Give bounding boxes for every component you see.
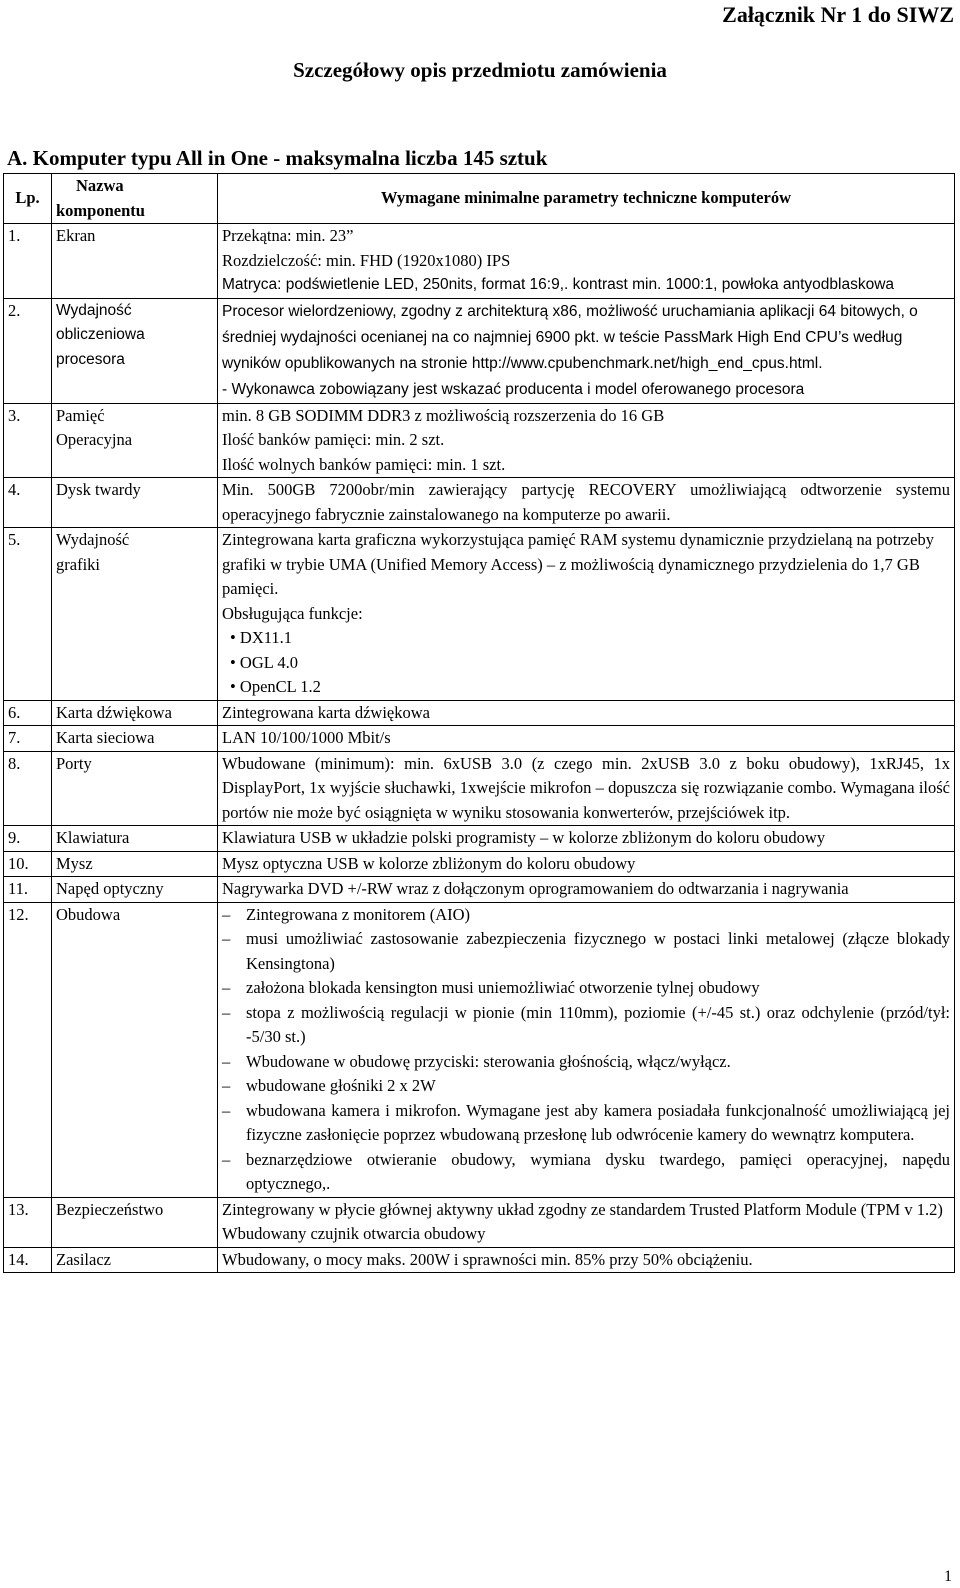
row-component: Mysz (52, 851, 218, 877)
bullet-item: • DX11.1 (230, 628, 293, 647)
row-requirements: Min. 500GB 7200obr/min zawierający partycję RECOVERY umożliwiającą odtworzenie systemu operacyjnego fabrycznie zainstalowanego na komputerze po awarii. (218, 478, 955, 528)
row-component: Porty (52, 751, 218, 826)
dash-item: – założona blokada kensington musi uniemożliwiać otworzenie tylnej obudowy (222, 976, 950, 1001)
header-lp: Lp. (4, 174, 52, 224)
row-requirements: Klawiatura USB w układzie polski programisty – w kolorze zbliżonym do koloru obudowy (218, 826, 955, 852)
row-lp: 3. (4, 403, 52, 478)
row-component: Dysk twardy (52, 478, 218, 528)
row-lp: 5. (4, 528, 52, 701)
row-component: Klawiatura (52, 826, 218, 852)
row-component (52, 528, 218, 701)
row-component: Napęd optyczny (52, 877, 218, 903)
row-lp: 6. (4, 700, 52, 726)
bullet-text: OpenCL 1.2 (239, 677, 321, 696)
table-row (4, 478, 955, 528)
dash-item: – beznarzędziowe otwieranie obudowy, wymiana dysku twardego, pamięci operacyjnej, napędu optycznego,. (222, 1148, 950, 1197)
row-lp: 1. (4, 224, 52, 299)
row-lp: 10. (4, 851, 52, 877)
dash-item: – Zintegrowana z monitorem (AIO) (222, 903, 950, 928)
section-heading: A. Komputer typu All in One - maksymalna liczba 145 sztuk (7, 146, 548, 170)
table-row (4, 751, 955, 826)
req-line: - Wykonawca zobowiązany jest wskazać producenta i model oferowanego procesora (222, 380, 805, 398)
row-component: Karta dźwiękowa (52, 700, 218, 726)
table-row (4, 902, 955, 1197)
component-line: grafiki (56, 554, 100, 574)
row-requirements: Nagrywarka DVD +/-RW wraz z dołączonym oprogramowaniem do odtwarzania i nagrywania (218, 877, 955, 903)
req-line: Zintegrowana karta graficzna wykorzystująca pamięć RAM systemu dynamicznie przydzielaną na potrzeby grafiki w trybie UMA (Unified Memory Access) – z możliwością dynamicznego przydzielenia do 1,7 GB pamięci. (222, 530, 934, 598)
row-requirements (218, 224, 955, 299)
row-lp: 4. (4, 478, 52, 528)
dash-item: – musi umożliwiać zastosowanie zabezpieczenia fizycznego w postaci linki metalowej (złącze blokady Kensingtona) (222, 927, 950, 976)
component-line: Wydajność (56, 301, 132, 319)
req-line: Procesor wielordzeniowy, zgodny z architekturą x86, możliwość uruchamiania aplikacji 64 bitowych, o średniej wydajności ocenianej na co najmniej 6900 pkt. w teście PassMark High End CPU’s według wyników opublikowanych na stronie http://www.cpubenchmark.net/high_end_cpus.html. (222, 302, 918, 372)
table-row (4, 224, 955, 299)
row-component (52, 298, 218, 403)
table-row (4, 877, 955, 903)
bullet-text: DX11.1 (239, 628, 293, 647)
req-line: Obsługująca funkcje: (222, 603, 363, 623)
table-row (4, 726, 955, 752)
page-number: 1 (944, 1568, 952, 1585)
component-line: obliczeniowa (56, 326, 145, 343)
row-component: Bezpieczeństwo (52, 1197, 218, 1247)
component-line: Operacyjna (56, 430, 133, 449)
bullet-item: • OGL 4.0 (230, 652, 298, 672)
row-lp: 2. (4, 298, 52, 403)
req-line: Przekątna: min. 23” (222, 226, 354, 245)
header-requirements: Wymagane minimalne parametry techniczne komputerów (218, 174, 955, 224)
table-row (4, 826, 955, 852)
table-row (4, 298, 955, 403)
row-lp: 13. (4, 1197, 52, 1247)
row-requirements: Zintegrowana karta dźwiękowa (218, 700, 955, 726)
component-line: procesora (56, 350, 125, 368)
row-component: Obudowa (52, 902, 218, 1197)
req-line: Ilość wolnych banków pamięci: min. 1 szt. (222, 454, 506, 474)
row-component: Zasilacz (52, 1247, 218, 1273)
dash-item: – Wbudowane w obudowę przyciski: sterowania głośnością, włącz/wyłącz. (222, 1050, 950, 1075)
table-header-row (4, 174, 955, 224)
table-row (4, 528, 955, 701)
dash-item: – stopa z możliwością regulacji w pionie (min 110mm), poziomie (+/-45 st.) oraz odchylenie (przód/tył: -5/30 st.) (222, 1001, 950, 1050)
table-row (4, 700, 955, 726)
header-name-line1: Nazwa (76, 176, 124, 195)
header-name-line2: komponentu (56, 200, 145, 220)
row-requirements (218, 902, 955, 1197)
page-title: Szczegółowy opis przedmiotu zamówienia (293, 58, 667, 82)
row-component: Karta sieciowa (52, 726, 218, 752)
row-lp: 12. (4, 902, 52, 1197)
row-lp: 8. (4, 751, 52, 826)
row-requirements (218, 298, 955, 403)
req-line: Wbudowany czujnik otwarcia obudowy (222, 1224, 486, 1243)
header-name (52, 174, 218, 224)
bullet-item: • OpenCL 1.2 (230, 677, 321, 696)
dash-item: – wbudowana kamera i mikrofon. Wymagane jest aby kamera posiadała funkcjonalność umożliwiającą jej fizyczne zasłonięcie poprzez wbudowaną przesłonę lub odwrócenie kamery do wewnątrz komputera. (222, 1099, 950, 1148)
row-requirements: LAN 10/100/1000 Mbit/s (218, 726, 955, 752)
row-component (52, 403, 218, 478)
row-requirements (218, 1197, 955, 1247)
spec-table (3, 173, 955, 1273)
table-row (4, 1197, 955, 1247)
req-line: Rozdzielczość: min. FHD (1920x1080) IPS (222, 250, 511, 270)
row-lp: 11. (4, 877, 52, 903)
req-line: Matryca: podświetlenie LED, 250nits, format 16:9,. kontrast min. 1000:1, powłoka antyodblaskowa (222, 276, 895, 293)
row-requirements: Wbudowany, o mocy maks. 200W i sprawności min. 85% przy 50% obciążeniu. (218, 1247, 955, 1273)
table-row (4, 1247, 955, 1273)
row-requirements (218, 403, 955, 478)
req-line: min. 8 GB SODIMM DDR3 z możliwością rozszerzenia do 16 GB (222, 405, 665, 425)
req-line: Zintegrowany w płycie głównej aktywny układ zgodny ze standardem Trusted Platform Module (TPM v 1.2) (222, 1199, 943, 1219)
bullet-text: OGL 4.0 (239, 652, 298, 672)
table-row (4, 851, 955, 877)
component-line: Wydajność (56, 530, 130, 549)
row-component: Ekran (52, 224, 218, 299)
row-requirements (218, 528, 955, 701)
row-lp: 14. (4, 1247, 52, 1273)
row-lp: 9. (4, 826, 52, 852)
component-line: Pamięć (56, 405, 105, 425)
row-requirements: Mysz optyczna USB w kolorze zbliżonym do koloru obudowy (218, 851, 955, 877)
annex-label: Załącznik Nr 1 do SIWZ (722, 2, 954, 27)
row-lp: 7. (4, 726, 52, 752)
row-requirements: Wbudowane (minimum): min. 6xUSB 3.0 (z czego min. 2xUSB 3.0 z boku obudowy), 1xRJ45, 1x DisplayPort, 1x wyjście słuchawki, 1xwejście mikrofon – dopuszcza się rozwiązanie combo. Wymagana ilość portów nie może być osiągnięta w wyniku stosowania konwerterów, przejściówek itp. (218, 751, 955, 826)
table-row (4, 403, 955, 478)
req-line: Ilość banków pamięci: min. 2 szt. (222, 430, 445, 449)
dash-item: – wbudowane głośniki 2 x 2W (222, 1074, 950, 1099)
